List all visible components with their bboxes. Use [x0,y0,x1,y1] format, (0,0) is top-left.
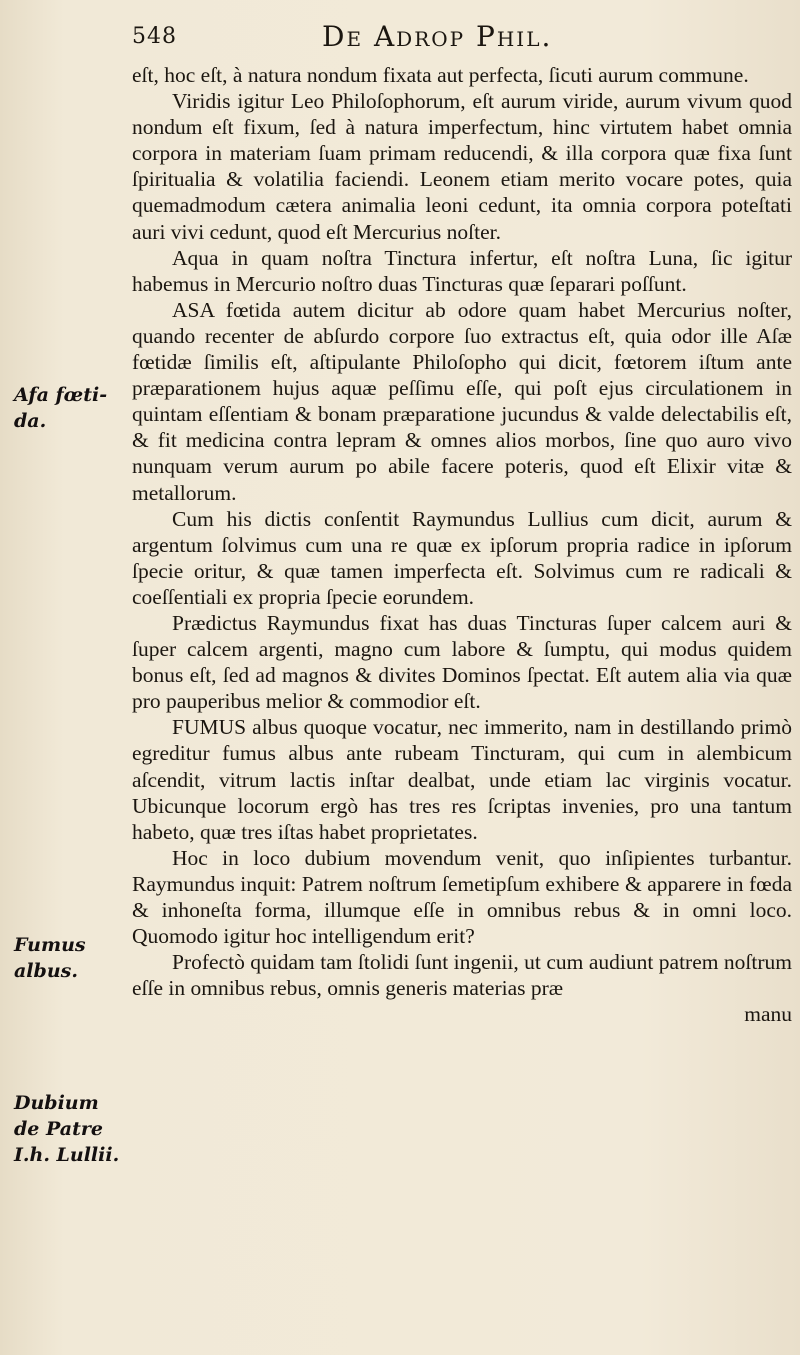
margin-note-asa-foetida: Afa fœti-da. [14,384,108,432]
page-header [132,20,772,56]
margin-note-fumus-albus: Fumus albus. [14,934,86,982]
paragraph: FUMUS albus quoque vocatur, nec immerito, nam in destillando primò egreditur fumus albus ante rubeam Tincturam, qui cum in alembicum aſcendit, vitrum lactis inſtar dealbat, unde etiam lac virginis vocatur. Ubicunque locorum ergò has tres res ſcriptas invenies, pro una tantum habeto, quæ tres iſtas habet proprietates. [132,715,792,844]
paragraph: eſt, hoc eſt, à natura nondum fixata aut perfecta, ſicuti aurum commune. [132,63,749,87]
paragraph: Hoc in loco dubium movendum venit, quo inſipientes turbantur. Raymundus inquit: Patrem noſtrum ſemetipſum exhibere & apparere in fœda & inhoneſta forma, illumque eſſe in omnibus rebus & in omni loco. Quomodo igitur hoc intelligendum erit? [132,845,792,949]
paragraph: Prædictus Raymundus fixat has duas Tincturas ſuper calcem auri & ſuper calcem argenti, magno cum labore & ſumptu, qui modus quidem bonus eſt, ſed ad magnos & divites Dominos ſpectat. Eſt autem alia via quæ pro pauperibus melior & commodior eſt. [132,610,792,714]
paragraph: Cum his dictis conſentit Raymundus Lullius cum dicit, aurum & argentum ſolvimus cum una re quæ ex ipſorum propria radice in ipſorum ſpecie oritur, & quæ tamen imperfecta eſt. Solvimus cum re radicali & coeſſentiali ex propria ſpecie eorundem. [132,506,792,609]
paragraph: ASA fœtida autem dicitur ab odore quam habet Mercurius noſter, quando recenter de abſurdo corpore ſuo extractus eſt, quia odor ille Aſæ fœtidæ ſimilis eſt, aſtipulante Philoſopho qui dicit, fœtorem iſtum ante præparationem hujus aquæ peſſimu eſſe, qui poſt ejus circulationem in quintam eſſentiam & bonam præparatione jucundus & valde delectabilis eſt, & fit medicina contra lepram & omnes alios morbos, ſine quo auro vivo nunquam verum aurum po abile facere poteris, quod eſt Elixir vitæ & metallorum. [132,297,792,505]
catchword: manu [744,1002,792,1027]
paragraph: Aqua in quam noſtra Tinctura infertur, eſt noſtra Luna, ſic igitur habemus in Mercurio noſtro duas Tincturas quæ ſeparari poſſunt. [132,245,792,296]
running-title: De Adrop Phil. [322,20,553,53]
margin-note-dubium: Dubium de Patre I.h. Lullii. [14,1092,120,1166]
paragraph: Viridis igitur Leo Philoſophorum, eſt aurum viride, aurum vivum quod nondum eſt fixum, ſed à natura imperfectum, hinc virtutem habet omnia corpora in materiam ſuam primam reducendi, & illa corpora quæ fixa ſunt ſpiritualia & volatilia faciendi. Leonem etiam merito vocare potes, quia quemadmodum cætera animalia leoni cedunt, ita omnia corpora poteſtati auri vivi cedunt, quod eſt Mercurius noſter. [132,89,792,244]
page-number: 548 [132,24,177,49]
body-text [132,62,792,1027]
paragraph: Profectò quidam tam ſtolidi ſunt ingenii, ut cum audiunt patrem noſtrum eſſe in omnibus rebus, omnis generis materias præ [132,950,792,1001]
